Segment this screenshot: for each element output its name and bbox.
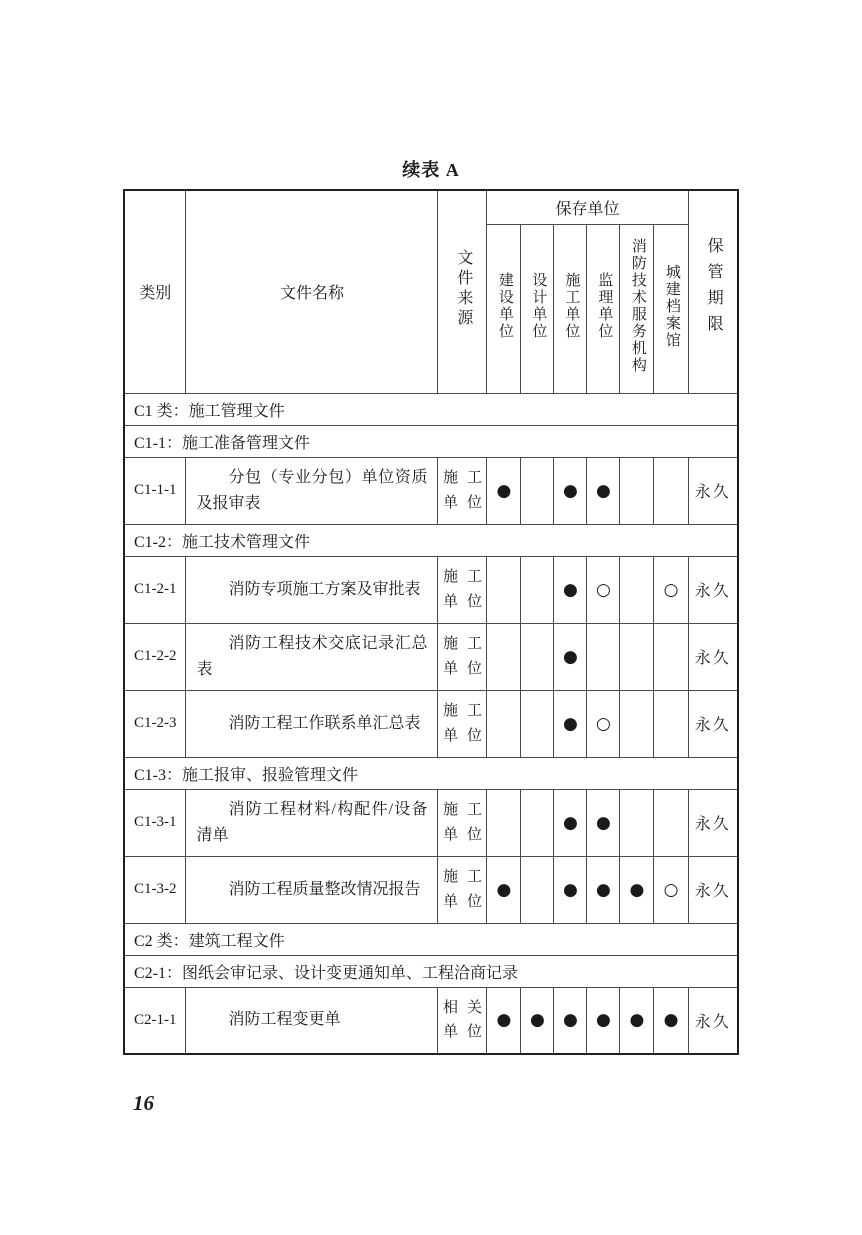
section-row-c1 (124, 393, 738, 425)
table-row-c2-1-1 (124, 987, 738, 1054)
mark-cell (521, 690, 554, 757)
section-row-c1-1 (124, 425, 738, 457)
header-category: 类别 (124, 190, 186, 393)
item-source: 施工单位 (442, 469, 482, 511)
mark-cell: ○ (587, 690, 620, 757)
table-row-c1-2-2 (124, 623, 738, 690)
table-row-c1-2-1 (124, 556, 738, 623)
section-row-c2 (124, 923, 738, 955)
mark-cell (654, 789, 688, 856)
mark-cell (620, 690, 654, 757)
mark-cell (521, 457, 554, 524)
item-code: C1-2-3 (124, 690, 186, 757)
section-label: C1-2：施工技术管理文件 (124, 524, 738, 556)
header-storage-units: 保存单位 (487, 190, 688, 224)
mark-cell (521, 556, 554, 623)
retention-value: 永久 (688, 556, 738, 623)
retention-value: 永久 (688, 690, 738, 757)
mark-cell: ● (554, 457, 587, 524)
table-row-c1-1-1 (124, 457, 738, 524)
section-label: C1-3：施工报审、报验管理文件 (124, 757, 738, 789)
mark-cell: ● (654, 987, 688, 1054)
retention-value: 永久 (688, 457, 738, 524)
archive-table (123, 189, 739, 1055)
mark-cell: ● (521, 987, 554, 1054)
item-name: 消防工程质量整改情况报告 (228, 880, 421, 898)
mark-cell (620, 789, 654, 856)
mark-cell (587, 623, 620, 690)
mark-cell: ○ (654, 556, 688, 623)
mark-cell (487, 690, 521, 757)
section-row-c2-1 (124, 955, 738, 987)
item-source: 施工单位 (442, 801, 482, 843)
mark-cell: ● (620, 987, 654, 1054)
mark-cell (654, 623, 688, 690)
mark-cell (654, 457, 688, 524)
header-unit-construction-owner: 建设单位 (496, 272, 513, 340)
mark-cell: ● (554, 556, 587, 623)
header-file-name: 文件名称 (186, 190, 438, 393)
item-code: C1-2-1 (124, 556, 186, 623)
mark-cell: ● (554, 987, 587, 1054)
mark-cell (487, 623, 521, 690)
mark-cell: ● (487, 987, 521, 1054)
item-name: 消防工程工作联系单汇总表 (228, 714, 421, 732)
mark-cell: ● (587, 856, 620, 923)
mark-cell (521, 856, 554, 923)
retention-value: 永久 (688, 623, 738, 690)
section-row-c1-2 (124, 524, 738, 556)
item-name: 消防工程材料/构配件/设备清单 (196, 800, 428, 844)
mark-cell: ● (487, 457, 521, 524)
item-code: C2-1-1 (124, 987, 186, 1054)
table-header (124, 190, 738, 393)
mark-cell (620, 623, 654, 690)
header-row-top (124, 190, 738, 224)
retention-value: 永久 (688, 789, 738, 856)
item-name: 消防专项施工方案及审批表 (228, 580, 421, 598)
header-unit-supervisor: 监理单位 (596, 272, 613, 340)
retention-value: 永久 (688, 987, 738, 1054)
item-code: C1-3-1 (124, 789, 186, 856)
table-body (124, 393, 738, 1054)
item-name: 分包（专业分包）单位资质及报审表 (196, 468, 428, 512)
header-file-source: 文件来源 (454, 249, 472, 330)
header-retention-period: 保管期限 (705, 237, 723, 342)
mark-cell: ○ (654, 856, 688, 923)
item-name: 消防工程变更单 (228, 1011, 341, 1029)
mark-cell (521, 623, 554, 690)
mark-cell (487, 789, 521, 856)
item-code: C1-1-1 (124, 457, 186, 524)
mark-cell: ● (620, 856, 654, 923)
item-code: C1-3-2 (124, 856, 186, 923)
retention-value: 永久 (688, 856, 738, 923)
mark-cell (521, 789, 554, 856)
section-label: C2 类：建筑工程文件 (124, 923, 738, 955)
table-row-c1-3-1 (124, 789, 738, 856)
section-row-c1-3 (124, 757, 738, 789)
mark-cell: ● (554, 789, 587, 856)
header-unit-fire-tech-service: 消防技术服务机构 (629, 238, 646, 374)
item-source: 施工单位 (442, 868, 482, 910)
mark-cell: ○ (587, 556, 620, 623)
item-code: C1-2-2 (124, 623, 186, 690)
mark-cell: ● (554, 690, 587, 757)
mark-cell: ● (587, 987, 620, 1054)
mark-cell: ● (487, 856, 521, 923)
item-source: 相关单位 (442, 999, 482, 1041)
item-source: 施工单位 (442, 702, 482, 744)
page-number: 16 (133, 1091, 154, 1115)
header-unit-builder: 施工单位 (563, 272, 580, 340)
mark-cell (487, 556, 521, 623)
table-row-c1-2-3 (124, 690, 738, 757)
mark-cell: ● (587, 457, 620, 524)
mark-cell: ● (554, 856, 587, 923)
section-label: C1 类：施工管理文件 (124, 393, 738, 425)
item-source: 施工单位 (442, 635, 482, 677)
table-row-c1-3-2 (124, 856, 738, 923)
section-label: C1-1：施工准备管理文件 (124, 425, 738, 457)
mark-cell (654, 690, 688, 757)
item-source: 施工单位 (442, 568, 482, 610)
mark-cell: ● (587, 789, 620, 856)
mark-cell (620, 457, 654, 524)
header-unit-urban-archives: 城建档案馆 (663, 263, 680, 349)
mark-cell (620, 556, 654, 623)
section-label: C2-1：图纸会审记录、设计变更通知单、工程洽商记录 (124, 955, 738, 987)
table-title: 续表 A (402, 160, 460, 180)
item-name: 消防工程技术交底记录汇总表 (196, 634, 428, 678)
header-unit-design: 设计单位 (530, 272, 547, 340)
mark-cell: ● (554, 623, 587, 690)
